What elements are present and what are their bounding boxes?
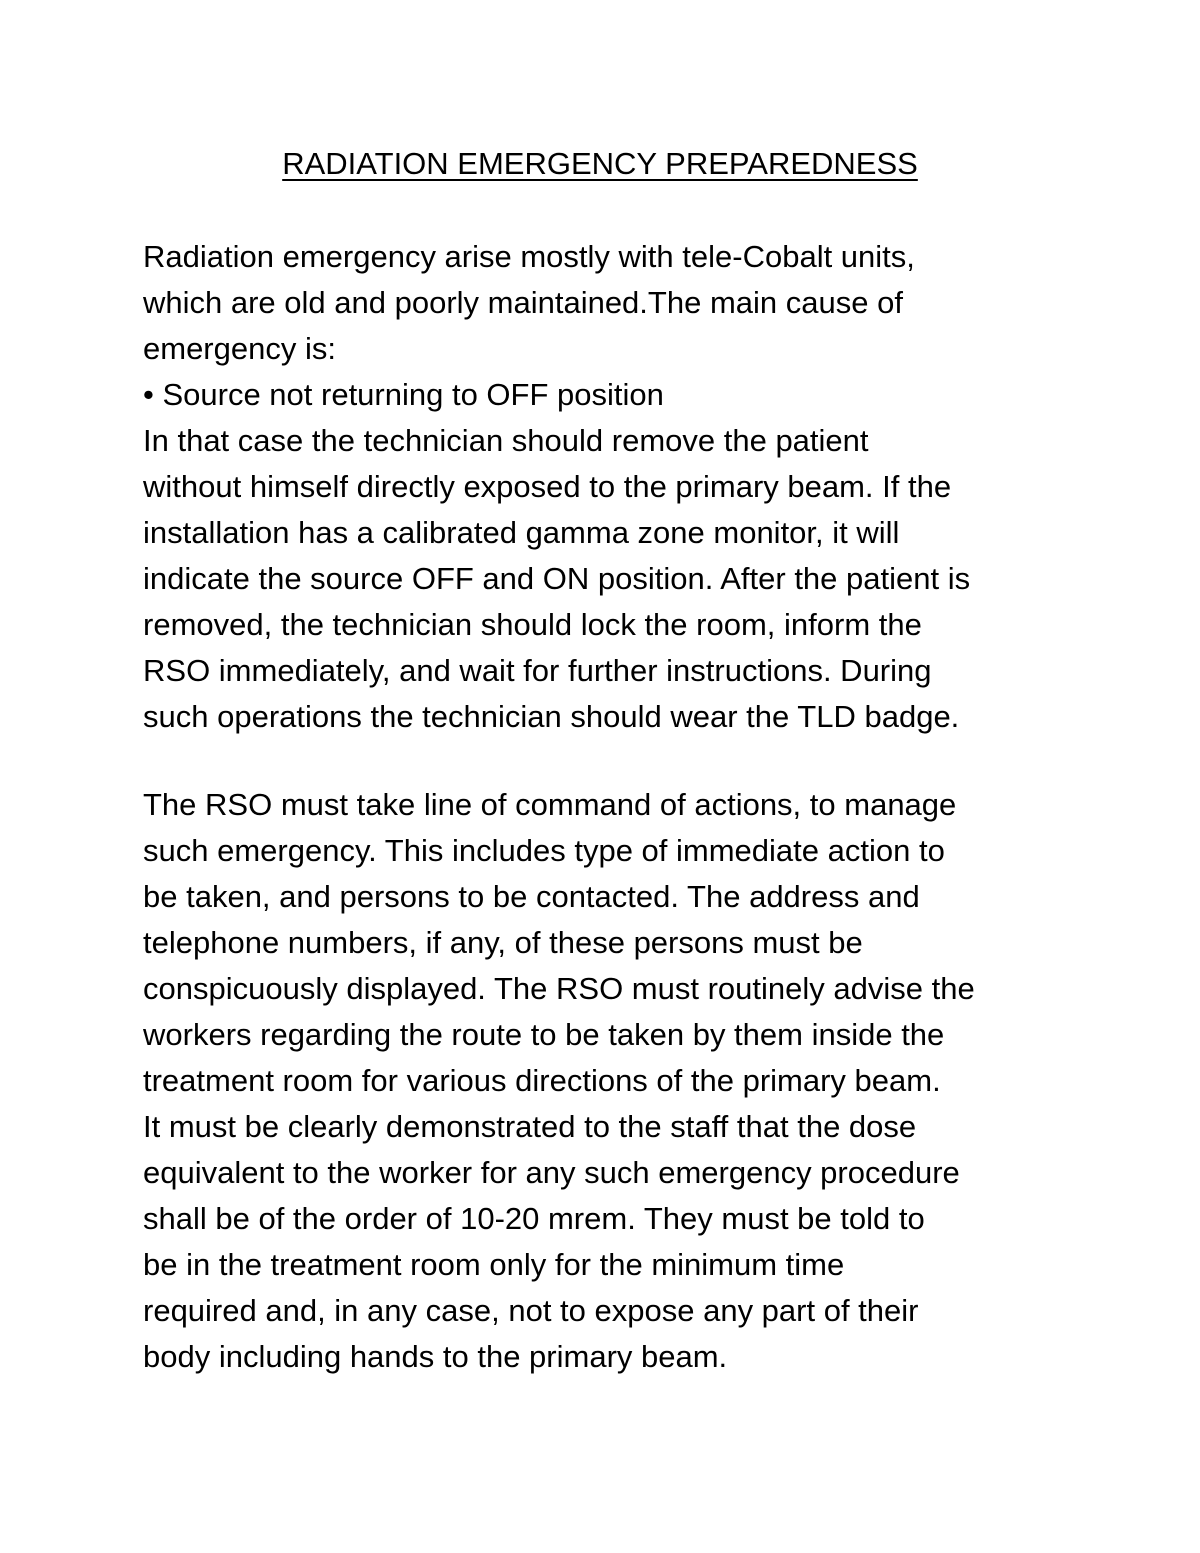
body-line: equivalent to the worker for any such emergency procedure: [143, 1155, 960, 1190]
body-line: The RSO must take line of command of actions, to manage: [143, 787, 957, 822]
bullet-item: • Source not returning to OFF position: [143, 377, 664, 412]
body-line: emergency is:: [143, 331, 336, 366]
body-line: shall be of the order of 10-20 mrem. They must be told to: [143, 1201, 925, 1236]
document-title: RADIATION EMERGENCY PREPAREDNESS: [282, 146, 918, 181]
body-line: be in the treatment room only for the minimum time: [143, 1247, 845, 1282]
body-line: such operations the technician should wear the TLD badge.: [143, 699, 960, 734]
body-line: installation has a calibrated gamma zone monitor, it will: [143, 515, 900, 550]
body-line: In that case the technician should remove the patient: [143, 423, 869, 458]
body-line: which are old and poorly maintained.The main cause of: [143, 285, 903, 320]
body-line: be taken, and persons to be contacted. The address and: [143, 879, 920, 914]
body-line: removed, the technician should lock the room, inform the: [143, 607, 922, 642]
body-line: telephone numbers, if any, of these persons must be: [143, 925, 863, 960]
body-line: workers regarding the route to be taken by them inside the: [143, 1017, 945, 1052]
body-line: It must be clearly demonstrated to the staff that the dose: [143, 1109, 917, 1144]
body-line: Radiation emergency arise mostly with tele-Cobalt units,: [143, 239, 915, 274]
body-line: body including hands to the primary beam.: [143, 1339, 728, 1374]
body-line: without himself directly exposed to the primary beam. If the: [143, 469, 952, 504]
body-line: treatment room for various directions of the primary beam.: [143, 1063, 941, 1098]
body-line: conspicuously displayed. The RSO must routinely advise the: [143, 971, 975, 1006]
body-line: such emergency. This includes type of immediate action to: [143, 833, 945, 868]
body-line: indicate the source OFF and ON position. After the patient is: [143, 561, 971, 596]
body-line: required and, in any case, not to expose any part of their: [143, 1293, 919, 1328]
body-line: RSO immediately, and wait for further instructions. During: [143, 653, 932, 688]
